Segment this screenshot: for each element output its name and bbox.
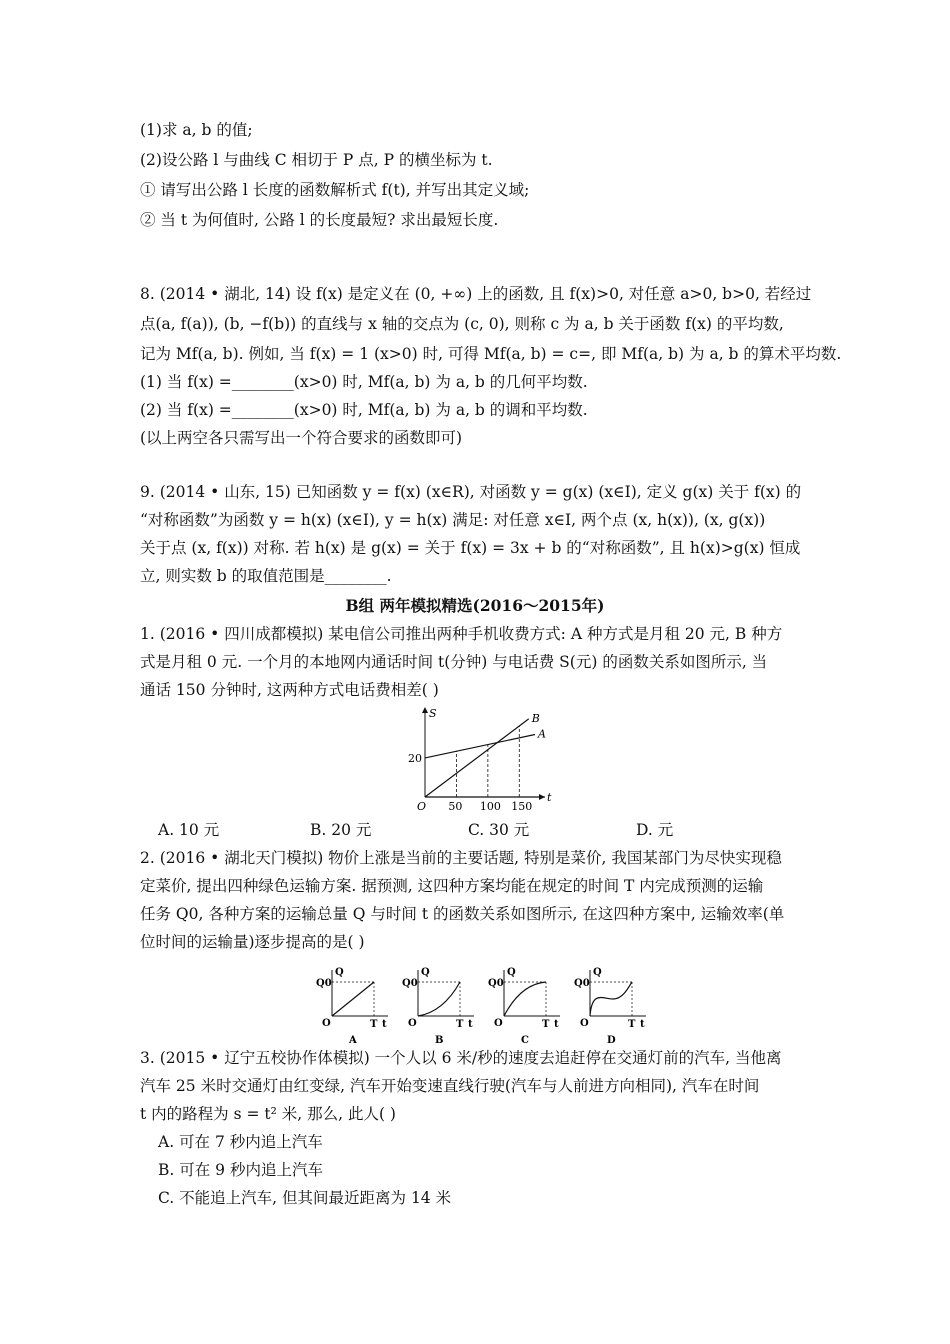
graph-curve xyxy=(590,982,632,1016)
graph-origin-label: O xyxy=(322,1018,331,1029)
graph-q0-label: Q0 xyxy=(316,978,332,989)
graph-D xyxy=(574,967,646,1046)
prev-line-3: ① 请写出公路 l 长度的函数解析式 f(t), 并写出其定义域; xyxy=(140,181,530,199)
b1-option-d[interactable]: D. 元 xyxy=(636,821,674,839)
graph-B xyxy=(402,967,474,1046)
b1-option-c[interactable]: C. 30 元 xyxy=(468,821,530,839)
series-line-A xyxy=(425,735,535,758)
p8-line-1: 8. (2014 • 湖北, 14) 设 f(x) 是定义在 (0, +∞) 上的函数, 且 f(x)>0, 对任意 a>0, b>0, 若经过 xyxy=(140,285,812,303)
b1-options xyxy=(158,818,838,838)
graph-curve xyxy=(418,982,460,1016)
x-axis-label: t xyxy=(547,791,552,804)
b1-line-1: 1. (2016 • 四川成都模拟) 某电信公司推出两种手机收费方式: A 种方式是月租 20 元, B 种方 xyxy=(140,625,783,643)
prev-line-2: (2)设公路 l 与曲线 C 相切于 P 点, P 的横坐标为 t. xyxy=(140,151,493,169)
prev-line-4: ② 当 t 为何值时, 公路 l 的长度最短? 求出最短长度. xyxy=(140,211,499,229)
series-line-B xyxy=(425,719,529,797)
x-tick-label-2: 150 xyxy=(511,800,533,813)
p9-line-3: 关于点 (x, f(x)) 对称. 若 h(x) 是 g(x) = 关于 f(x) = 3x + b 的“对称函数”, 且 h(x)>g(x) 恒成 xyxy=(140,539,801,557)
graph-t-end-label: T xyxy=(370,1019,378,1030)
graph-origin-label: O xyxy=(408,1018,417,1029)
series-label-B: B xyxy=(531,711,540,725)
graph-t-label: t xyxy=(640,1019,645,1030)
y-tick-label: 20 xyxy=(408,751,422,765)
origin-label: O xyxy=(417,800,427,813)
b3-line-1: 3. (2015 • 辽宁五校协作体模拟) 一个人以 6 米/秒的速度去追赶停在交通灯前的汽车, 当他离 xyxy=(140,1049,782,1067)
b3-option-a[interactable]: A. 可在 7 秒内追上汽车 xyxy=(158,1133,323,1151)
b2-line-2: 定菜价, 提出四种绿色运输方案. 据预测, 这四种方案均能在规定的时间 T 内完成预测的运输 xyxy=(140,877,764,895)
prev-line-1: (1)求 a, b 的值; xyxy=(140,121,253,139)
y-axis-arrow xyxy=(422,707,428,713)
graph-curve xyxy=(332,982,374,1016)
graph-t-label: t xyxy=(382,1019,387,1030)
graph-t-label: t xyxy=(554,1019,559,1030)
p9-line-4: 立, 则实数 b 的取值范围是________. xyxy=(140,567,392,585)
b1-option-b[interactable]: B. 20 元 xyxy=(310,821,372,839)
section-title: B组 两年模拟精选(2016～2015年) xyxy=(345,596,605,615)
graph-q-label: Q xyxy=(335,967,344,978)
p8-line-2: 点(a, f(a)), (b, −f(b)) 的直线与 x 轴的交点为 (c, 0), 则称 c 为 a, b 关于函数 f(x) 的平均数, xyxy=(140,315,784,333)
graph-caption: C xyxy=(521,1035,529,1046)
graph-origin-label: O xyxy=(494,1018,503,1029)
transport-graphs-svg xyxy=(310,960,650,1046)
p8-line-5: (2) 当 f(x) =________(x>0) 时, Mf(a, b) 为 a, b 的调和平均数. xyxy=(140,401,588,419)
b1-option-a[interactable]: A. 10 元 xyxy=(158,821,220,839)
graph-t-end-label: T xyxy=(456,1019,464,1030)
transport-graphs xyxy=(310,960,650,1046)
p8-line-3: 记为 Mf(a, b). 例如, 当 f(x) = 1 (x>0) 时, 可得 Mf(a, b) = c=, 即 Mf(a, b) 为 a, b 的算术平均数. xyxy=(140,345,842,363)
graph-origin-label: O xyxy=(580,1018,589,1029)
phone-fee-chart xyxy=(400,704,560,816)
x-axis-arrow xyxy=(539,794,545,800)
b3-option-c[interactable]: C. 不能追上汽车, 但其间最近距离为 14 米 xyxy=(158,1189,452,1207)
graph-q-label: Q xyxy=(507,967,516,978)
p8-line-4: (1) 当 f(x) =________(x>0) 时, Mf(a, b) 为 a, b 的几何平均数. xyxy=(140,373,588,391)
graph-A xyxy=(316,967,388,1046)
graph-q0-label: Q0 xyxy=(488,978,504,989)
p9-line-1: 9. (2014 • 山东, 15) 已知函数 y = f(x) (x∈R), 对函数 y = g(x) (x∈I), 定义 g(x) 关于 f(x) 的 xyxy=(140,483,802,501)
b2-line-3: 任务 Q0, 各种方案的运输总量 Q 与时间 t 的函数关系如图所示, 在这四种方案中, 运输效率(单 xyxy=(140,905,785,923)
b1-line-2: 式是月租 0 元. 一个月的本地网内通话时间 t(分钟) 与电话费 S(元) 的函数关系如图所示, 当 xyxy=(140,653,768,671)
graph-q-label: Q xyxy=(593,967,602,978)
series-label-A: A xyxy=(538,727,546,741)
y-axis-label: S xyxy=(429,707,437,720)
graph-curve xyxy=(504,982,546,1016)
graph-t-end-label: T xyxy=(628,1019,636,1030)
graph-C xyxy=(488,967,560,1046)
graph-q0-label: Q0 xyxy=(402,978,418,989)
p9-line-2: “对称函数”为函数 y = h(x) (x∈I), y = h(x) 满足: 对任意 x∈I, 两个点 (x, h(x)), (x, g(x)) xyxy=(140,511,766,529)
x-tick-label-0: 50 xyxy=(448,800,463,813)
x-tick-label-1: 100 xyxy=(479,800,501,813)
graph-q-label: Q xyxy=(421,967,430,978)
graph-caption: D xyxy=(607,1035,616,1046)
p8-line-6: (以上两空各只需写出一个符合要求的函数即可) xyxy=(140,429,463,447)
b3-line-2: 汽车 25 米时交通灯由红变绿, 汽车开始变速直线行驶(汽车与人前进方向相同), 汽车在时间 xyxy=(140,1077,760,1095)
graph-q0-label: Q0 xyxy=(574,978,590,989)
b2-line-4: 位时间的运输量)逐步提高的是( ) xyxy=(140,933,365,951)
b2-line-1: 2. (2016 • 湖北天门模拟) 物价上涨是当前的主要话题, 特别是菜价, 我国某部门为尽快实现稳 xyxy=(140,849,782,867)
b1-line-3: 通话 150 分钟时, 这两种方式电话费相差( ) xyxy=(140,681,439,699)
b3-line-3: t 内的路程为 s = t² 米, 那么, 此人( ) xyxy=(140,1105,396,1123)
graph-t-end-label: T xyxy=(542,1019,550,1030)
b3-option-b[interactable]: B. 可在 9 秒内追上汽车 xyxy=(158,1161,323,1179)
graph-t-label: t xyxy=(468,1019,473,1030)
graph-caption: A xyxy=(349,1035,357,1046)
graph-caption: B xyxy=(435,1035,444,1046)
